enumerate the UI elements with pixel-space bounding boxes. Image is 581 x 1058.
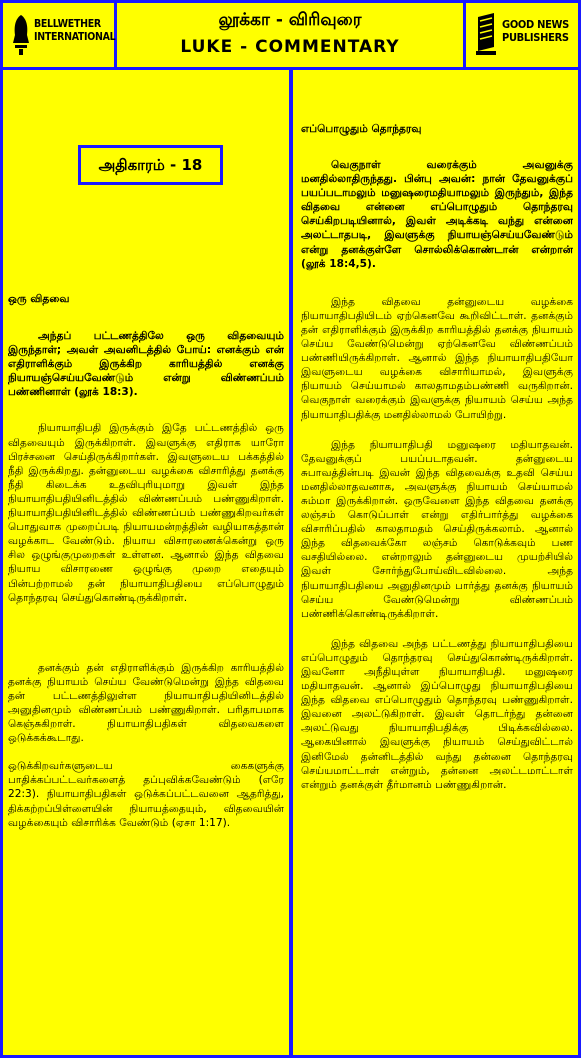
scripture-quote: அந்தப் பட்டணத்திலே ஒரு விதவையும் இருந்தாள்; அவள் அவனிடத்தில் போய்: எனக்கும் என் எதிராளிக்கும் இருக்கிற காரியத்தில் எனக்கு நியாயஞ்செய்யவேண்டும் என்று விண்ணப்பம் பண்ணினாள் (லூக் 18:3). <box>8 330 284 399</box>
chapter-label: அதிகாரம் - 18 <box>78 145 223 185</box>
good-news-logo <box>463 3 578 67</box>
page-header <box>0 0 581 70</box>
logo-right-line1: GOOD NEWS <box>502 18 569 31</box>
bellwether-logo-text <box>34 18 115 44</box>
logo-left-line1: BELLWETHER <box>34 18 101 30</box>
title-tamil: லூக்கா - விரிவுரை <box>218 10 362 30</box>
paragraph: தனக்கும் தன் எதிராளிக்கும் இருக்கிற காரியத்தில் தனக்கு நியாயம் செய்ய வேண்டுமென்று இந்த விதவை தன் பட்டணத்திலுள்ள நியாயாதிபதியினிடத்தில் அனுதினமும் விண்ணப்பம் பண்ணுகிறாள். பரிதாபமாக கெஞ்சுகிறாள். நியாயாதிபதிகள் விதவைகளை ஒடுக்கக்கூடாது. <box>8 661 284 745</box>
title-english: LUKE - COMMENTARY <box>180 37 400 57</box>
column-divider <box>289 70 293 1058</box>
title-box <box>117 3 463 67</box>
paragraph: இந்த நியாயாதிபதி மனுஷரை மதியாதவன். தேவனுக்குப் பயப்படாதவன். தன்னுடைய சுபாவத்தின்படி இவன் இந்த விதவைக்கு உதவி செய்ய மனதில்லாதவனாக, அவளுக்கு நியாயம் செய்யாமல் சும்மா இருக்கிறான். ஒருவேளை இந்த விதவை தனக்கு லஞ்சம் கொடுப்பாள் என்று எதிர்பார்த்து வழக்கை விசாரிப்பதில் காலதாமதம் செய்திருக்கலாம். ஆனால் இந்த விதவைக்கோ லஞ்சம் கொடுக்கவும் பண வசதியில்லை. என்றாலும் தன்னுடைய முயற்சியில் இவள் சோர்ந்துபோய்விடவில்லை. அந்த நியாயாதிபதியை அனுதினமும் பார்த்து தனக்கு நியாயம் செய்ய வேண்டுமென்று விண்ணப்பம் பண்ணிக்கொண்டிருக்கிறாள். <box>301 438 573 620</box>
paragraph: நியாயாதிபதி இருக்கும் இதே பட்டணத்தில் ஒரு விதவையும் இருக்கிறாள். இவளுக்கு எதிராக யாரோ பிரச்சனை செய்திருக்கிறார்கள். இவளுடைய பக்கத்தில் நீதி இருக்கிறது. தன்னுடைய வழக்கை விசாரித்து தனக்கு நீதி கிடைக்க உதவிபுரியுமாறு இவள் இந்த நியாயாதிபதியினிடத்தில் விண்ணப்பம் பண்ணுகிறாள். நியாயாதிபதியினிடத்தில் விண்ணப்பம் பண்ணுகிறவர்கள் பொதுவாக முறைப்படி நியாயமன்றத்தின் வழியாகத்தான் வழக்காட வேண்டும். நியாய விசாரணைக்கென்று ஒரு சில ஒழுங்குமுறைகள் உள்ளன. ஆனால் இந்த விதவை நியாய விசாரணை ஒழுங்கு முறை எதையும் பின்பற்றாமல் தன் நியாயாதிபதியை எப்பொழுதும் தொந்தரவு செய்துகொண்டிருக்கிறாள். <box>8 422 284 604</box>
scripture-quote: வெகுநாள் வரைக்கும் அவனுக்கு மனதில்லாதிருந்தது. பின்பு அவன்: நான் தேவனுக்குப் பயப்படாமலும் மனுஷரைமதியாமலும் இருந்தும், இந்த விதவை என்னை எப்பொழுதும் தொந்தரவு செய்கிறபடியினால், இவள் அடிக்கடி வந்து என்னை அலட்டாதபடி, இவளுக்கு நியாயஞ்செய்யவேண்டும் என்று தனக்குள்ளே சொல்லிக்கொண்டான் என்றான் (லூக் 18:4,5). <box>301 159 573 270</box>
bellwether-bell-icon <box>11 13 31 57</box>
section-heading: எப்பொழுதும் தொந்தரவு <box>301 123 422 135</box>
good-news-logo-text <box>502 18 569 44</box>
logo-left-line2: INTERNATIONAL <box>34 31 116 43</box>
good-news-scroll-icon <box>474 11 498 57</box>
logo-right-line2: PUBLISHERS <box>502 31 569 44</box>
left-column <box>8 70 284 1055</box>
paragraph: இந்த விதவை தன்னுடைய வழக்கை நியாயாதிபதியிடம் ஏற்கெனவே கூறிவிட்டாள். தனக்கும் தன் எதிராளிக்கும் இருக்கிற காரியத்தில் தனக்கு நியாயம் செய்ய வேண்டுமென்று ஏற்கெனவே விண்ணப்பம் பண்ணியிருக்கிறாள். ஆனால் இந்த நியாயாதிபதியோ இவளுடைய வழக்கை விசாரியாமல், இவளுக்கு நியாயம் செய்யாமல் காலதாமதம்பண்ணி வருகிறான். வெகுநாள் வரைக்கும் இவளுக்கு நியாயம் செய்ய அந்த நியாயாதிபதிக்கு மனதில்லாமல் போயிற்று. <box>301 295 573 421</box>
paragraph: ஒடுக்கிறவர்களுடைய கைகளுக்கு பாதிக்கப்பட்டவர்களைத் தப்புவிக்கவேண்டும் (எரே 22:3). நியாயாதிபதிகள் ஒடுக்கப்பட்டவனை ஆதரித்து, திக்கற்றப்பிள்ளையின் நியாயத்தையும், விதவையின் வழக்கையும் விசாரிக்க வேண்டும் (ஏசா 1:17). <box>8 760 284 829</box>
bellwether-logo <box>3 3 117 67</box>
right-column <box>301 70 573 1055</box>
section-heading: ஒரு விதவை <box>8 293 70 305</box>
paragraph: இந்த விதவை அந்த பட்டணத்து நியாயாதிபதியை எப்பொழுதும் தொந்தரவு செய்துகொண்டிருக்கிறாள். இவனோ அநீதியுள்ள நியாயாதிபதி. மனுஷரை மதியாதவன். ஆனால் இப்பொழுது நியாயாதிபதியை இந்த விதவை எப்பொழுதும் தொந்தரவு பண்ணுகிறாள். இவனை அலட்டுகிறாள். இவள் தொடர்ந்து தன்னை அலட்டுவது நியாயாதிபதிக்கு பிடிக்கவில்லை. ஆகையினால் இவளுக்கு நியாயம் செய்துவிட்டால் இனிமேல் தன்னிடத்தில் வந்து தன்னை தொந்தரவு செய்யமாட்டாள் என்றும், தன்னை அலட்டமாட்டாள் என்றும் தனக்குள் தீர்மானம் பண்ணுகிறான். <box>301 637 573 791</box>
